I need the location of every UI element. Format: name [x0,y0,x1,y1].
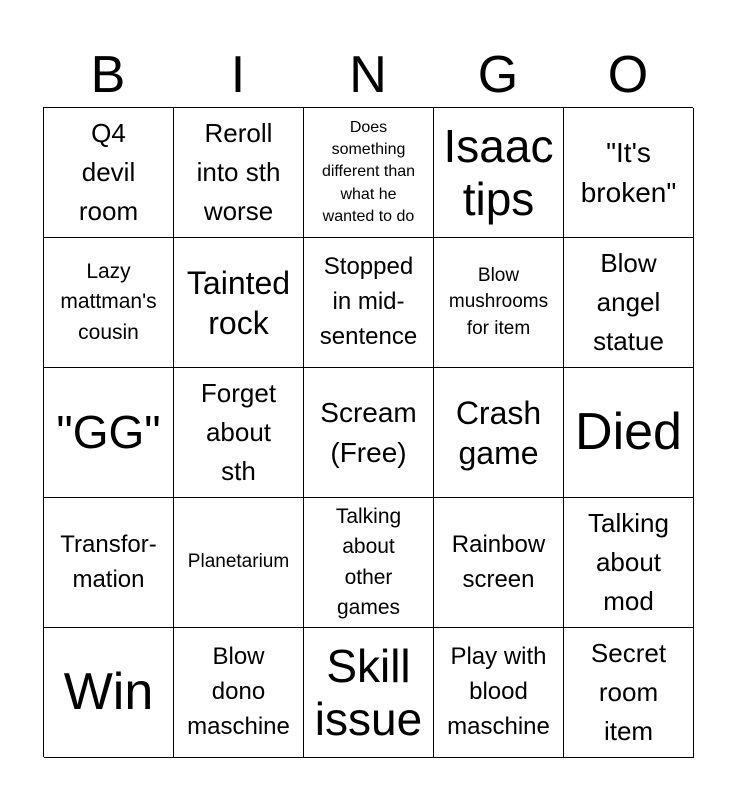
bingo-cell-r5c1[interactable] [44,628,174,758]
bingo-cell-r4c3[interactable] [304,498,434,628]
bingo-cell-r4c2[interactable] [174,498,304,628]
cell-text: Died [575,403,682,462]
bingo-cell-r4c5[interactable] [564,498,694,628]
bingo-cell-r3c2[interactable] [174,368,304,498]
bingo-cell-r4c1[interactable] [44,498,174,628]
cell-text: Does something different than what he wanted to do [321,118,416,226]
bingo-cell-r5c2[interactable] [174,628,304,758]
cell-text: Rainbow screen [451,530,546,593]
cell-text: "It's broken" [580,137,677,208]
cell-text: Blow dono maschine [187,643,290,740]
bingo-board [43,107,693,757]
cell-text: Blow angel statue [593,248,664,356]
bingo-cell-r3c4[interactable] [434,368,564,498]
cell-text: Crash game [455,394,542,471]
cell-text: Lazy mattman's cousin [60,259,157,344]
bingo-cell-r3c5[interactable] [564,368,694,498]
bingo-cell-r5c4[interactable] [434,628,564,758]
bingo-cell-r2c2[interactable] [174,238,304,368]
bingo-cell-r1c3[interactable] [304,108,434,238]
cell-text: Skill issue [314,639,423,745]
bingo-header [43,44,693,106]
header-letter-b: B [90,46,126,104]
cell-text: Play with blood maschine [447,643,550,740]
bingo-cell-r2c3[interactable] [304,238,434,368]
header-letter-o: O [607,46,649,104]
cell-text: Reroll into sth worse [196,118,281,226]
cell-text: Tainted rock [186,264,291,341]
bingo-cell-r2c1[interactable] [44,238,174,368]
cell-text: Stopped in mid- sentence [319,253,418,350]
bingo-cell-r1c2[interactable] [174,108,304,238]
bingo-cell-r5c3[interactable] [304,628,434,758]
cell-text: "GG" [56,406,161,459]
cell-text: Secret room item [590,638,667,746]
cell-text: Planetarium [187,551,290,573]
bingo-cell-r3c3[interactable] [304,368,434,498]
cell-text: Q4 devil room [78,118,139,226]
cell-text: Forget about sth [200,378,277,486]
cell-text: Win [63,663,154,722]
bingo-cell-r4c4[interactable] [434,498,564,628]
bingo-cell-r3c1[interactable] [44,368,174,498]
bingo-cell-r2c4[interactable] [434,238,564,368]
bingo-cell-r2c5[interactable] [564,238,694,368]
cell-text: Talking about other games [335,504,402,619]
cell-text: Talking about mod [588,508,669,616]
bingo-cell-r1c4[interactable] [434,108,564,238]
bingo-cell-r1c5[interactable] [564,108,694,238]
header-letter-n: N [349,46,387,104]
header-letter-i: I [230,46,246,104]
cell-text: Blow mushrooms for item [448,264,549,339]
header-letter-g: G [477,46,519,104]
cell-text: Transfor- mation [60,530,157,593]
bingo-cell-r5c5[interactable] [564,628,694,758]
cell-text: Scream (Free) [320,397,417,468]
cell-text: Isaac tips [443,119,554,225]
bingo-cell-r1c1[interactable] [44,108,174,238]
